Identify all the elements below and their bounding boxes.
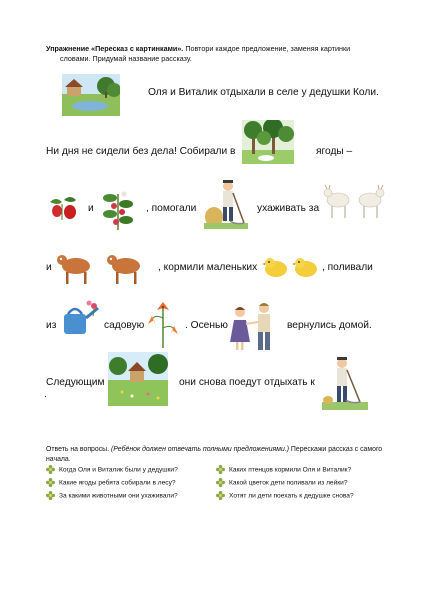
story-line-2b: ягоды – bbox=[316, 146, 353, 157]
story-line-1: Оля и Виталик отдыхали в селе у дедушки Коли. bbox=[148, 87, 379, 98]
story-line-3c: ухаживать за bbox=[257, 203, 320, 214]
lily-flower-icon bbox=[146, 298, 180, 348]
children-icon bbox=[226, 298, 280, 354]
raspberry-picture bbox=[100, 186, 136, 230]
story-line-3a: и bbox=[88, 203, 94, 214]
questions-intro-1: Ответь на вопросы. bbox=[46, 446, 110, 453]
strawberry-icon bbox=[46, 194, 80, 224]
questions-intro-3: Перескажи рассказ с самого начала. bbox=[46, 446, 383, 463]
question-item bbox=[46, 478, 176, 487]
questions-intro bbox=[46, 445, 391, 464]
exercise-instruction-1: Повтори каждое предложение, заменяя картинки bbox=[185, 44, 351, 53]
story-line-4c: , поливали bbox=[322, 262, 373, 273]
question-text: Какой цветок дети поливали из лейки? bbox=[229, 479, 348, 487]
question-item bbox=[216, 465, 351, 474]
village-landscape-icon bbox=[62, 74, 120, 116]
story-line-5c: . Осенью bbox=[185, 320, 228, 331]
flower-bullet-icon bbox=[46, 478, 55, 487]
forest-picture bbox=[242, 120, 294, 164]
questions-intro-2: (Ребёнок должен отвечать полными предложениями.) bbox=[110, 446, 289, 453]
question-item bbox=[216, 478, 348, 487]
story-line-4b: , кормили маленьких bbox=[158, 262, 258, 273]
story-line-2a: Ни дня не сидели без дела! Собирали в bbox=[46, 146, 236, 157]
calves-icon bbox=[56, 250, 152, 286]
question-item bbox=[46, 491, 178, 500]
summer-landscape-icon bbox=[108, 352, 168, 406]
exercise-header bbox=[46, 44, 386, 64]
question-item bbox=[216, 491, 354, 500]
calves-picture bbox=[56, 250, 152, 286]
story-line-6a: Следующим bbox=[46, 377, 105, 388]
village-picture bbox=[62, 74, 120, 116]
watering-can-icon bbox=[56, 300, 100, 340]
summer-picture bbox=[108, 352, 168, 406]
story-line-3b: , помогали bbox=[146, 203, 197, 214]
exercise-title: Упражнение «Пересказ с картинками». bbox=[46, 44, 184, 53]
question-text: Каких птенцов кормили Оля и Виталик? bbox=[229, 466, 352, 474]
question-text: За какими животными они ухаживали? bbox=[59, 492, 178, 500]
chicks-picture bbox=[262, 254, 320, 280]
grandfather-icon bbox=[322, 354, 368, 410]
flower-bullet-icon bbox=[216, 478, 225, 487]
goats-icon bbox=[322, 182, 388, 222]
story-line-5d: вернулись домой. bbox=[287, 320, 372, 331]
goats-picture bbox=[322, 182, 388, 222]
grandfather-scythe-icon bbox=[204, 177, 248, 229]
story-line-6b: они снова поедут отдыхать к bbox=[179, 377, 315, 388]
children-picture bbox=[226, 298, 280, 354]
question-item bbox=[46, 465, 178, 474]
question-text: Какие ягоды ребята собирали в лесу? bbox=[59, 479, 176, 487]
chicks-icon bbox=[262, 254, 320, 280]
flower-bullet-icon bbox=[46, 491, 55, 500]
story-line-6c: . bbox=[44, 389, 47, 400]
forest-icon bbox=[242, 120, 294, 164]
lily-picture bbox=[146, 298, 180, 348]
strawberry-picture bbox=[46, 194, 80, 224]
story-line-5b: садовую bbox=[104, 320, 145, 331]
flower-bullet-icon bbox=[46, 465, 55, 474]
flower-bullet-icon bbox=[216, 465, 225, 474]
story-line-4a: и bbox=[46, 262, 52, 273]
grandfather-picture-2 bbox=[322, 354, 368, 410]
flower-bullet-icon bbox=[216, 491, 225, 500]
raspberry-bush-icon bbox=[100, 186, 136, 230]
grandfather-picture bbox=[204, 177, 248, 229]
story-line-5a: из bbox=[46, 320, 57, 331]
exercise-instruction-2: словами. Придумай название рассказу. bbox=[60, 54, 192, 63]
question-text: Хотят ли дети поехать к дедушке снова? bbox=[229, 492, 354, 500]
question-text: Когда Оля и Виталик были у дедушки? bbox=[59, 466, 178, 474]
watering-can-picture bbox=[56, 300, 100, 340]
